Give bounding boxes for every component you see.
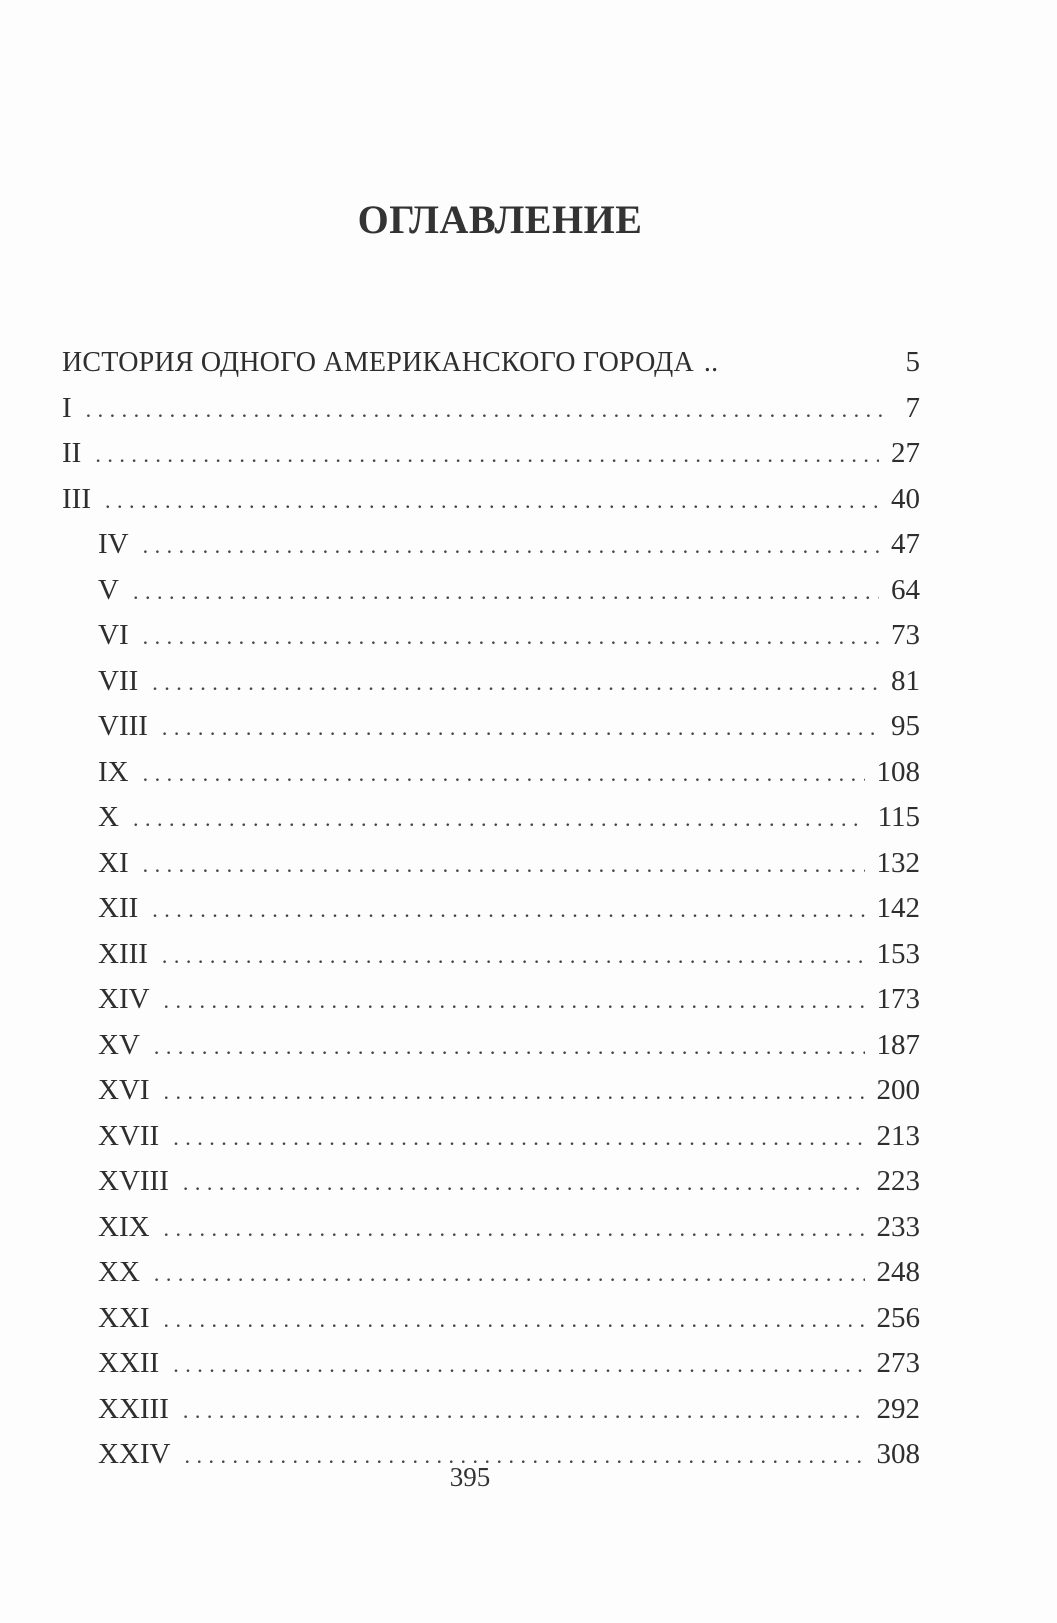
toc-dot-leader <box>162 943 865 969</box>
toc-dot-leader <box>164 1216 865 1242</box>
toc-entry <box>62 847 920 893</box>
toc-dot-leader <box>162 715 879 741</box>
toc-entry-label: IV <box>98 528 129 560</box>
toc-entry-page: 187 <box>876 1028 920 1061</box>
toc-entry <box>62 1211 920 1257</box>
toc-entry-page: 248 <box>876 1256 920 1288</box>
toc-dot-leader <box>133 579 879 605</box>
toc-entry-label: XIII <box>98 937 148 970</box>
toc-entry <box>62 574 920 620</box>
toc-dot-leader <box>183 1170 865 1196</box>
toc-entry <box>62 1074 920 1120</box>
toc-entry-label: XII <box>98 892 139 924</box>
toc-entry-page: 292 <box>876 1392 920 1425</box>
toc-entry-page: 40 <box>891 482 920 515</box>
toc-entry-page: 223 <box>876 1165 920 1197</box>
toc-entry <box>62 892 920 938</box>
toc-main-entry <box>62 346 920 392</box>
toc-entry-label: XIV <box>98 983 150 1015</box>
toc-dot-leader <box>86 397 888 423</box>
toc-entry-page: 7 <box>905 391 920 424</box>
toc-entry <box>62 1393 920 1439</box>
toc-dot-leader <box>105 488 879 514</box>
toc-entry <box>62 1256 920 1302</box>
toc-entry-label: XXIV <box>98 1438 171 1470</box>
toc-entry-label: XV <box>98 1028 140 1061</box>
toc-entry-page: 115 <box>877 801 920 833</box>
toc-entry-label: XVI <box>98 1074 150 1106</box>
toc-entry-page: 200 <box>876 1074 920 1106</box>
toc-dot-leader <box>164 1307 865 1333</box>
toc-entry-label: II <box>62 437 82 469</box>
toc-entry-page: 213 <box>876 1119 920 1152</box>
toc-entry-label: XVIII <box>98 1165 169 1197</box>
toc-entry <box>62 528 920 574</box>
toc-entry <box>62 665 920 711</box>
toc-entry-page: 47 <box>891 528 920 560</box>
toc-dot-leader <box>173 1125 864 1151</box>
toc-dot-leader <box>173 1352 864 1378</box>
toc-entry-page: 173 <box>876 983 920 1015</box>
toc-entry-page: 73 <box>891 619 920 651</box>
page-title: ОГЛАВЛЕНИЕ <box>357 197 643 242</box>
toc-entry <box>62 1165 920 1211</box>
toc-entry <box>62 756 920 802</box>
toc-entry <box>62 437 920 483</box>
toc-entry-label: XXII <box>98 1347 160 1379</box>
toc-entry-page: 132 <box>876 846 920 879</box>
toc-entry-label: ИСТОРИЯ ОДНОГО АМЕРИКАНСКОГО ГОРОДА <box>62 347 694 378</box>
toc-dot-leader <box>143 624 879 650</box>
toc-entry-page: 273 <box>876 1347 920 1379</box>
toc-dot-leader <box>133 806 866 832</box>
toc-dot-leader <box>164 988 865 1014</box>
table-of-contents <box>62 346 920 1484</box>
toc-entry <box>62 1029 920 1075</box>
toc-entry-page: 27 <box>891 437 920 469</box>
toc-entry-label: XXIII <box>98 1392 169 1425</box>
toc-short-leader: .. <box>703 347 719 378</box>
toc-entry-page: 153 <box>876 937 920 970</box>
toc-entry <box>62 1302 920 1348</box>
toc-entry-page: 95 <box>891 710 920 742</box>
toc-entry <box>62 938 920 984</box>
toc-entry-page: 81 <box>891 664 920 697</box>
toc-entry-label: VII <box>98 664 139 697</box>
toc-dot-leader <box>95 442 879 468</box>
toc-entry <box>62 801 920 847</box>
toc-entry-page: 308 <box>876 1438 920 1470</box>
toc-entry-label: IX <box>98 755 129 788</box>
toc-entry-page: 142 <box>876 892 920 924</box>
toc-entry-page: 64 <box>891 573 920 606</box>
toc-entry <box>62 1347 920 1393</box>
toc-dot-leader <box>154 1261 865 1287</box>
toc-entry-label: III <box>62 482 91 515</box>
toc-entry-label: XX <box>98 1256 140 1288</box>
toc-dot-leader <box>143 852 865 878</box>
toc-entry-label: VI <box>98 619 129 651</box>
toc-entry-label: VIII <box>98 710 148 742</box>
toc-entry-page: 233 <box>876 1210 920 1243</box>
toc-entry-label: V <box>98 573 119 606</box>
toc-entry-page: 108 <box>876 755 920 788</box>
toc-entry-page: 5 <box>905 346 920 378</box>
toc-entry-label: XVII <box>98 1119 160 1152</box>
toc-dot-leader <box>183 1398 865 1424</box>
toc-entry <box>62 392 920 438</box>
toc-entry-label: XXI <box>98 1301 150 1334</box>
toc-entry <box>62 619 920 665</box>
toc-dot-leader <box>143 761 865 787</box>
toc-entry <box>62 1120 920 1166</box>
toc-entry <box>62 483 920 529</box>
toc-dot-leader <box>152 897 864 923</box>
toc-entry <box>62 710 920 756</box>
toc-entry-label: XI <box>98 846 129 879</box>
toc-entry-page: 256 <box>876 1301 920 1334</box>
toc-dot-leader <box>154 1034 865 1060</box>
toc-entry-label: X <box>98 801 119 833</box>
toc-entry <box>62 983 920 1029</box>
toc-dot-leader <box>152 670 879 696</box>
toc-entry-label: XIX <box>98 1210 150 1243</box>
toc-dot-leader <box>143 533 879 559</box>
toc-dot-leader <box>164 1079 865 1105</box>
page-number: 395 <box>449 1462 491 1492</box>
toc-entry-label: I <box>62 391 72 424</box>
